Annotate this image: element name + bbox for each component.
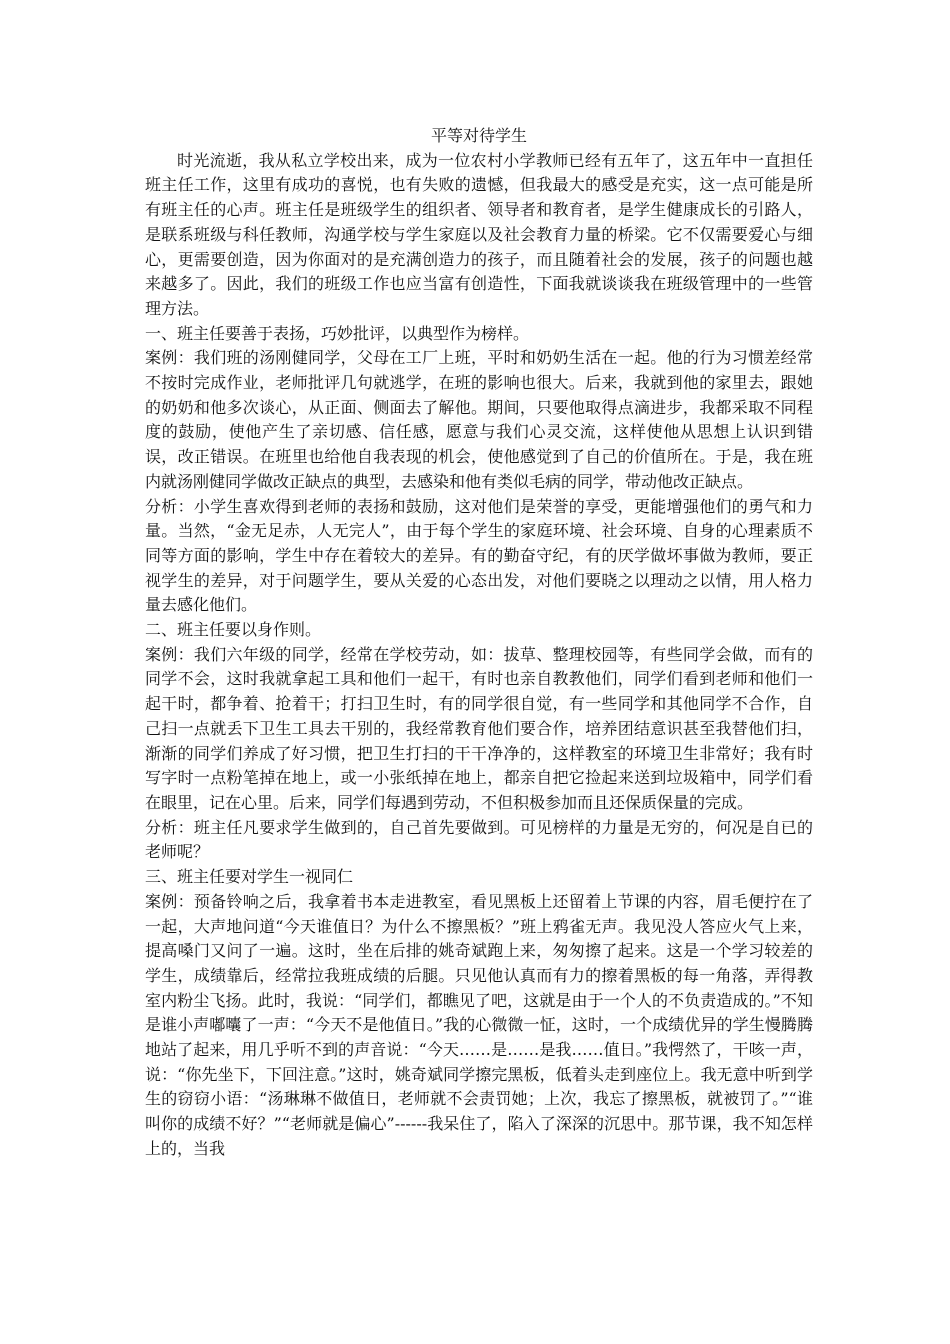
section1-case-paragraph: 案例：我们班的汤刚健同学，父母在工厂上班，平时和奶奶生活在一起。他的行为习惯差经常不按时完成作业，老师批评几句就逃学，在班的影响也很大。后来，我就到他的家里去，跟她的奶奶和他多次谈心，从正面、侧面去了解他。期间，只要他取得点滴进步，我都采取不同程度的鼓励，使他产生了亲切感、信任感，愿意与我们心灵交流，这样使他从思想上认识到错误，改正错误。在班里也给他自我表现的机会，使他感觉到了自己的价值所在。于是，我在班内就汤刚健同学做改正缺点的典型，去感染和他有类似毛病的同学，带动他改正缺点。 bbox=[145, 348, 813, 491]
section2-heading: 二、班主任要以身作则。 bbox=[145, 620, 322, 640]
section2-analysis-paragraph: 分析：班主任凡要求学生做到的，自己首先要做到。可见榜样的力量是无穷的，何况是自已的老师呢？ bbox=[145, 817, 813, 862]
document-title: 平等对待学生 bbox=[430, 126, 527, 145]
section3-heading: 三、班主任要对学生一视同仁 bbox=[145, 867, 354, 887]
section1-analysis-paragraph: 分析：小学生喜欢得到老师的表扬和鼓励，这对他们是荣誉的享受，更能增强他们的勇气和力量。当然，“金无足赤，人无完人”，由于每个学生的家庭环境、社会环境、自身的心理素质不同等方面的影响，学生中存在着较大的差异。有的勤奋守纪，有的厌学做坏事做为教师，要正视学生的差异，对于问题学生，要从关爱的心态出发，对他们要晓之以理动之以情，用人格力量去感化他们。 bbox=[145, 496, 813, 615]
document-page bbox=[145, 124, 813, 1162]
section3-case-paragraph: 案例：预备铃响之后，我拿着书本走进教室，看见黑板上还留着上节课的内容，眉毛便拧在了一起，大声地问道“今天谁值日？为什么不擦黑板？”班上鸦雀无声。我见没人答应火气上来，提高嗓门又问了一遍。这时，坐在后排的姚奇斌跑上来，匆匆擦了起来。这是一个学习较差的学生，成绩靠后，经常拉我班成绩的后腿。只见他认真而有力的擦着黑板的每一角落，弄得教室内粉尘飞扬。此时，我说：“同学们，都瞧见了吧，这就是由于一个人的不负责造成的。”不知是谁小声嘟囔了一声：“今天不是他值日。”我的心微微一怔，这时，一个成绩优异的学生慢腾腾地站了起来，用几乎听不到的声音说：“今天……是……是我……值日。”我愕然了，干咳一声，说：“你先坐下，下回注意。”这时，姚奇斌同学擦完黑板，低着头走到座位上。我无意中听到学生的窃窃小语：“汤琳琳不做值日，老师就不会责罚她；上次，我忘了擦黑板，就被罚了。”“谁叫你的成绩不好？”“老师就是偏心”------我呆住了，陷入了深深的沉思中。那节课，我不知怎样上的，当我 bbox=[145, 891, 813, 1158]
section1-heading: 一、班主任要善于表扬，巧妙批评，以典型作为榜样。 bbox=[145, 323, 530, 343]
section2-case-paragraph: 案例：我们六年级的同学，经常在学校劳动，如：拔草、整理校园等，有些同学会做，而有的同学不会，这时我就拿起工具和他们一起干，有时也亲自教教他们，同学们看到老师和他们一起干时，都争着、抢着干；打扫卫生时，有的同学很自觉，有一些同学和其他同学不合作，自己扫一点就丢下卫生工具去干别的，我经常教育他们要合作，培养团结意识甚至我替他们扫，渐渐的同学们养成了好习惯，把卫生打扫的干干净净的，这样教室的环境卫生非常好；我有时写字时一点粉笔掉在地上，或一小张纸掉在地上，都亲自把它捡起来送到垃圾箱中，同学们看在眼里，记在心里。后来，同学们每遇到劳动，不但积极参加而且还保质保量的完成。 bbox=[145, 644, 813, 812]
intro-paragraph: 时光流逝，我从私立学校出来，成为一位农村小学教师已经有五年了，这五年中一直担任班主任工作，这里有成功的喜悦，也有失败的遗憾，但我最大的感受是充实，这一点可能是所有班主任的心声。班主任是班级学生的组织者、领导者和教育者，是学生健康成长的引路人，是联系班级与科任教师，沟通学校与学生家庭以及社会教育力量的桥梁。它不仅需要爱心与细心，更需要创造，因为你面对的是充满创造力的孩子，而且随着社会的发展，孩子的问题也越来越多了。因此，我们的班级工作也应当富有创造性，下面我就谈谈我在班级管理中的一些管理方法。 bbox=[145, 150, 813, 318]
